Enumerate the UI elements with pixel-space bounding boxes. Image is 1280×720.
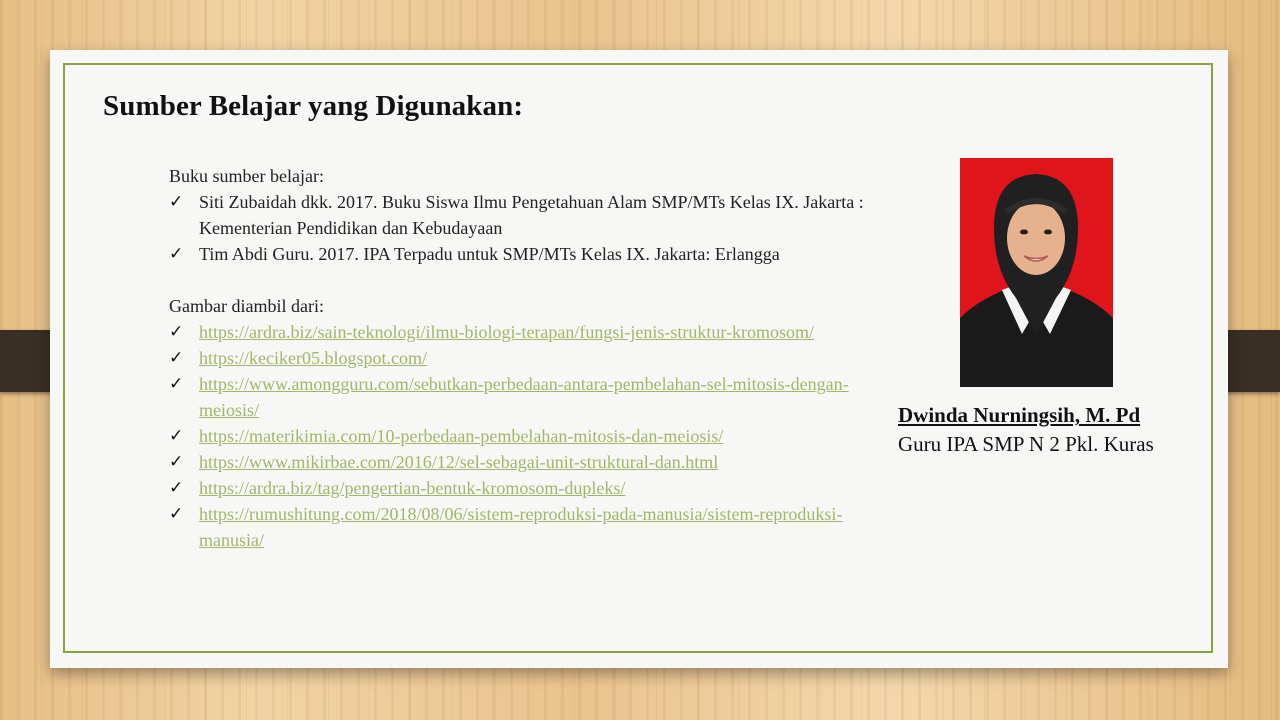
author-name: Dwinda Nurningsih, M. Pd <box>898 403 1141 427</box>
images-label: Gambar diambil dari: <box>169 296 324 316</box>
link-item <box>169 501 889 553</box>
check-icon: ✓ <box>169 452 184 472</box>
source-link[interactable]: https://ardra.biz/tag/pengertian-bentuk-kromosom-dupleks/ <box>199 478 626 498</box>
check-icon: ✓ <box>169 426 184 446</box>
source-link[interactable]: https://materikimia.com/10-perbedaan-pembelahan-mitosis-dan-meiosis/ <box>199 426 724 446</box>
books-list <box>169 189 889 267</box>
book-item <box>169 241 889 267</box>
book-item <box>169 189 889 241</box>
check-icon: ✓ <box>169 374 184 394</box>
source-link[interactable]: https://rumushitung.com/2018/08/06/sistem-reproduksi-pada-manusia/sistem-reproduksi-manusia/ <box>199 504 843 550</box>
image-links-list <box>169 319 889 553</box>
book-text: Siti Zubaidah dkk. 2017. Buku Siswa Ilmu Pengetahuan Alam SMP/MTs Kelas IX. Jakarta : Kementerian Pendidikan dan Kebudayaan <box>199 192 864 238</box>
source-link[interactable]: https://keciker05.blogspot.com/ <box>199 348 427 368</box>
link-item <box>169 319 889 345</box>
link-item <box>169 345 889 371</box>
author-role: Guru IPA SMP N 2 Pkl. Kuras <box>898 432 1154 456</box>
link-item <box>169 475 889 501</box>
slide-title: Sumber Belajar yang Digunakan: <box>103 90 524 122</box>
link-item <box>169 449 889 475</box>
check-icon: ✓ <box>169 478 184 498</box>
content-area <box>169 163 889 553</box>
check-icon: ✓ <box>169 504 184 524</box>
portrait-illustration <box>960 158 1113 387</box>
book-text: Tim Abdi Guru. 2017. IPA Terpadu untuk SMP/MTs Kelas IX. Jakarta: Erlangga <box>199 244 780 264</box>
link-item <box>169 423 889 449</box>
source-link[interactable]: https://www.mikirbae.com/2016/12/sel-sebagai-unit-struktural-dan.html <box>199 452 719 472</box>
link-item <box>169 371 889 423</box>
author-photo <box>960 158 1113 387</box>
source-link[interactable]: https://ardra.biz/sain-teknologi/ilmu-biologi-terapan/fungsi-jenis-struktur-kromosom/ <box>199 322 815 342</box>
source-link[interactable]: https://www.amongguru.com/sebutkan-perbedaan-antara-pembelahan-sel-mitosis-dengan-meiosis/ <box>199 374 849 420</box>
slide-card <box>50 50 1228 668</box>
check-icon: ✓ <box>169 322 184 342</box>
check-icon: ✓ <box>169 244 184 264</box>
books-label: Buku sumber belajar: <box>169 166 324 186</box>
spacer <box>169 267 889 293</box>
check-icon: ✓ <box>169 348 184 368</box>
check-icon: ✓ <box>169 192 184 212</box>
